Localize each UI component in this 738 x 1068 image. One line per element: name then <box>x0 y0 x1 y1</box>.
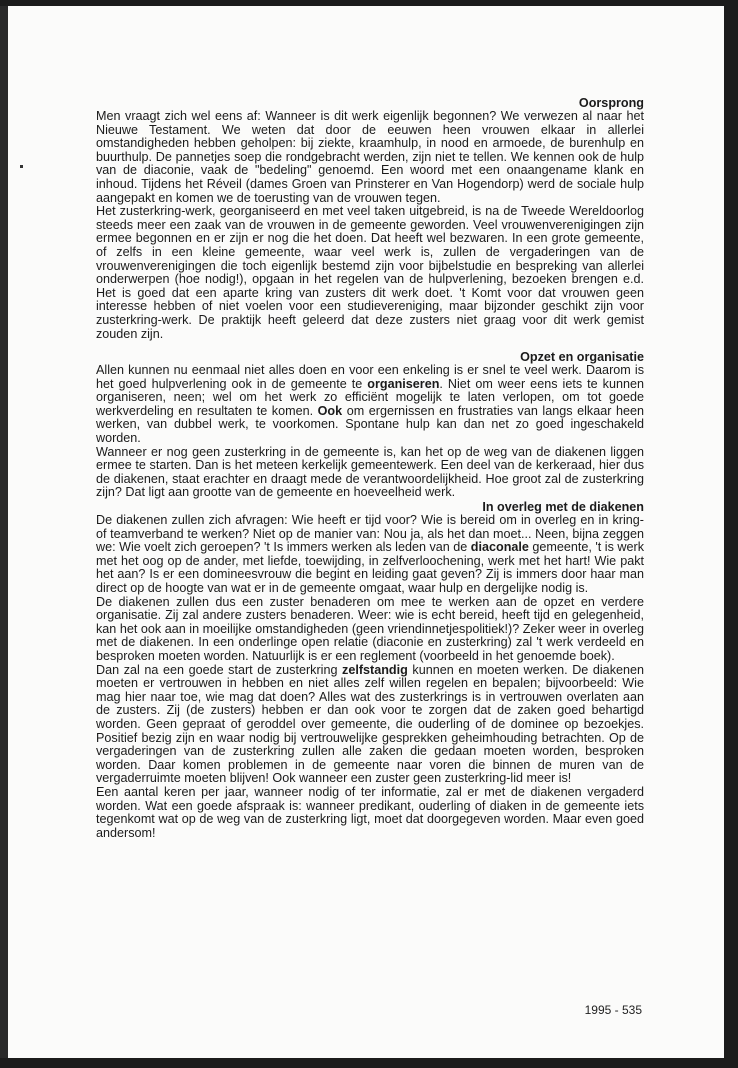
scan-border-bottom <box>0 1058 738 1068</box>
margin-mark <box>20 165 23 168</box>
scan-border-right <box>724 0 738 1068</box>
heading-overleg: In overleg met de diakenen <box>482 500 644 515</box>
paragraph: Het zusterkring-werk, georganiseerd en met veel taken uitgebreid, is na de Tweede Wereldoorlog steeds meer een zaak van de vrouwen in de gemeente geworden. Veel vrouwenverenigingen zijn ermee begonnen en er zijn er nog die het doen. Dat heeft wel bezwaren. In een grote gemeente, of zelfs in een kleine gemeente, waar veel werk is, zullen de vergaderingen van de vrouwenverenigingen die toch eigenlijk bestemd zijn voor bijbelstudie en bespreking van allerlei onderwerpen (hoe nodig!), opgaan in het regelen van de hulpverlening, bezoeken brengen e.d. Het is goed dat een aparte kring van zusters dit werk doet. 't Komt voor dat vrouwen geen interesse hebben of niet voelen voor een studievereniging, maar bijzonder geschikt zijn voor zusterkring-werk. De praktijk heeft geleerd dat deze zusters niet graag voor dit werk gemist zouden zijn. <box>96 204 644 341</box>
paragraph: Wanneer er nog geen zusterkring in de gemeente is, kan het op de weg van de diakenen liggen ermee te starten. Dan is het meteen kerkelijk gemeentewerk. Een deel van de kerkeraad, hier dus de diakenen, staat erachter en draagt mede de verantwoordelijkheid. Hoe groot zal de zusterkring zijn? Dat ligt aan grootte van de gemeente en hoeveelheid werk. <box>96 444 644 500</box>
paragraph: Men vraagt zich wel eens af: Wanneer is dit werk eigenlijk begonnen? We verwezen al naar het Nieuwe Testament. We weten dat door de eeuwen heen vrouwen elkaar in allerlei omstandigheden hebben geholpen: bij ziekte, kraamhulp, in nood en armoede, de burenhulp en buurthulp. De pannetjes soep die rondgebracht werden, zijn niet te tellen. We kennen ook de hulp van de diaconie, vaak de "bedeling" genoemd. Een woord met een onaangename klank en inhoud. Tijdens het Réveil (dames Groen van Prinsterer en Van Hogendorp) werd de sociale hulp aangepakt en komen we de toerusting van de vrouwen tegen. <box>96 109 644 205</box>
emphasis: zelfstandig <box>342 662 408 677</box>
heading-oorsprong: Oorsprong <box>578 96 644 110</box>
paragraph: Een aantal keren per jaar, wanneer nodig of ter informatie, zal er met de diakenen vergaderd worden. Wat een goede afspraak is: wanneer predikant, ouderling of diaken in de gemeente iets tegenkomt wat op de weg van de zusterkring ligt, moet dat doorgegeven worden. Maar even goed andersom! <box>96 784 644 840</box>
paragraph: De diakenen zullen dus een zuster benaderen om mee te werken aan de opzet en verdere organisatie. Zij zal andere zusters benaderen. Weer: wie is echt bereid, heeft tijd en gelegenheid, kan het ook aan in moeilijke omstandigheden (geen vriendinnetjespolitiek!)? Zeker weer in overleg met de diakenen. In een onderlinge open relatie (diaconie en zusterkring) zal 't werk verdeeld en besproken moeten worden. Natuurlijk is er een reglement (voorbeeld in het genoemde boek). <box>96 594 644 663</box>
paragraph: Dan zal na een goede start de zusterkring zelfstandig kunnen en moeten werken. De diakenen moeten er vertrouwen in hebben en niet alles zelf willen regelen en bepalen; bijvoorbeeld: Wie mag hier naar toe, wie mag dat doen? Alles wat des zusterkrings is in vertrouwen overlaten aan de zusters. Zij (de zusters) hebben er dan ook voor te zorgen dat de zaken goed behartigd worden. Geen gepraat of geroddel over gemeente, die ouderling of de dominee op bezoekjes. Positief bezig zijn en waar nodig bij vertrouwelijke gesprekken geheimhouding betrachten. Op de vergaderingen van de zusterkring zullen alle zaken die gedaan moeten worden, besproken worden. Daar komen problemen in de gemeente naar voren die binnen de muren van de vergaderruimte moeten blijven! Ook wanneer een zuster geen zusterkring-lid meer is! <box>96 662 645 786</box>
page-number: 1995 - 535 <box>584 1003 642 1017</box>
emphasis: Ook <box>317 403 343 418</box>
emphasis: diaconale <box>470 540 529 555</box>
article-body <box>96 96 644 840</box>
emphasis: organiseren <box>367 376 440 391</box>
heading-opzet: Opzet en organisatie <box>520 350 644 365</box>
paragraph: Allen kunnen nu eenmaal niet alles doen en voor een enkeling is er snel te veel werk. Daarom is het goed hulpverlening ook in de gemeente te organiseren. Niet om weer eens iets te kunnen organiseren, neen; wel om het werk zo efficiënt mogelijk te laten verlopen, om tot goede werkverdeling en resultaten te komen. Ook om ergernissen en frustraties van langs elkaar heen werken, van dubbel werk, te voorkomen. Spontane hulp kan dan net zo goed ingeschakeld worden. <box>96 363 644 446</box>
paragraph: De diakenen zullen zich afvragen: Wie heeft er tijd voor? Wie is bereid om in overleg en in kring- of teamverband te werken? Niet op de manier van: Nou ja, als het dan moet... Neen, bijna zeggen we: Wie voelt zich geroepen? 't Is immers werken als leden van de diaconale gemeente, 't is werk met het oog op de ander, met liefde, toewijding, in zelfverloochening, werk met het hart! Wie pakt het aan? Is er een domineesvrouw die begint en leiding gaat geven? Zij is immers door haar man direct op de hoogte van wat er in de gemeente omgaat, waar hulp en dergelijke nodig is. <box>96 513 644 595</box>
